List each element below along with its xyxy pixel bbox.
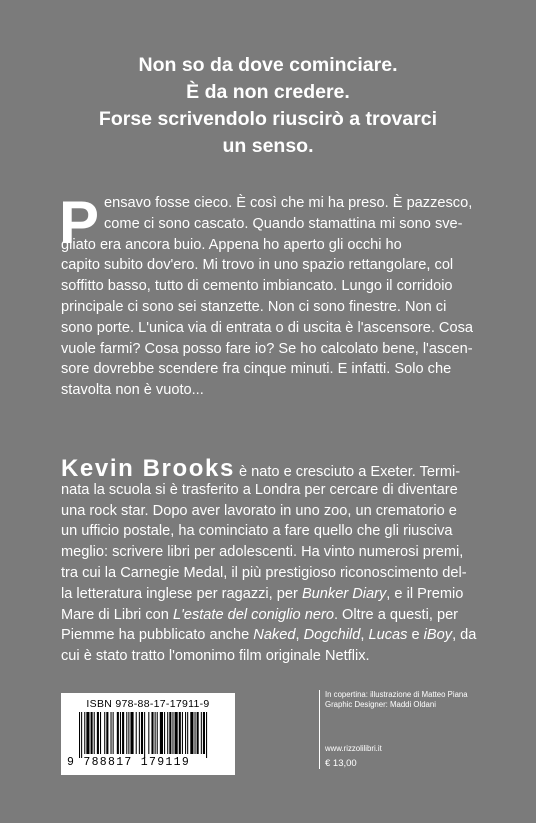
barcode-bar xyxy=(175,712,178,754)
barcode-bar xyxy=(187,712,188,754)
barcode-bar xyxy=(185,712,186,754)
bio-line xyxy=(61,625,481,646)
synopsis-line: stavolta non è vuoto... xyxy=(61,382,204,399)
bio-line: una rock star. Dopo aver lavorato in uno zoo, un crematorio e xyxy=(61,502,457,519)
publisher-website: www.rizzolilibri.it xyxy=(325,744,382,753)
barcode-bar xyxy=(106,712,108,754)
cover-credit: In copertina: illustrazione di Matteo Piana xyxy=(325,690,468,699)
barcode-bar xyxy=(169,712,171,754)
synopsis-paragraph xyxy=(59,189,481,401)
bio-line: nata la scuola si è trasferito a Londra per cercare di diventare xyxy=(61,481,458,498)
barcode-bar xyxy=(144,712,145,758)
barcode-bar xyxy=(164,712,165,754)
barcode-bar xyxy=(84,712,85,754)
barcode-bar xyxy=(141,712,143,754)
barcode-bar xyxy=(151,712,153,754)
bio-text: , xyxy=(295,627,304,644)
barcode-bar xyxy=(139,712,140,754)
barcode-bar xyxy=(197,712,199,754)
bio-text: , e il Premio xyxy=(386,585,464,602)
quote-line: Forse scrivendolo riuscirò a trovarci xyxy=(98,108,438,130)
author-bio xyxy=(61,455,481,667)
synopsis-line: soffitto basso, tutto di cemento imbiancato. Lungo il corridoio xyxy=(61,278,453,295)
bio-text: Piemme ha pubblicato anche xyxy=(61,627,254,644)
bio-line xyxy=(61,605,481,626)
barcode-bar xyxy=(172,712,173,754)
barcode-bar xyxy=(179,712,181,754)
barcode-bar xyxy=(201,712,202,754)
synopsis-line: capito subito dov'ero. Mi trovo in uno spazio rettangolare, col xyxy=(61,257,454,274)
bio-text: Mare di Libri con xyxy=(61,606,173,623)
barcode-bar xyxy=(86,712,89,754)
quote-line: Non so da dove cominciare. xyxy=(138,54,398,76)
barcode-bar xyxy=(91,712,93,754)
book-title-iboy: iBoy xyxy=(423,627,453,644)
barcode-digits: 9 788817 179119 xyxy=(67,756,191,769)
barcode-bar xyxy=(111,712,112,754)
barcode-bar xyxy=(167,712,168,754)
barcode-bar xyxy=(128,712,129,754)
quote-line: un senso. xyxy=(222,135,314,157)
bio-text: e xyxy=(407,627,424,644)
barcode-bar xyxy=(104,712,105,754)
isbn-label: ISBN 978-88-17-17911-9 xyxy=(86,698,210,710)
bio-line: un ufficio postale, ha cominciato a fare quello che gli riusciva xyxy=(61,523,453,540)
synopsis-line: ensavo fosse cieco. È così che mi ha preso. È pazzesco, xyxy=(104,195,473,211)
barcode-bar xyxy=(126,712,127,754)
barcode-bar xyxy=(157,712,158,754)
book-title-dogchild: Dogchild xyxy=(303,627,361,644)
synopsis-line: sono porte. L'unica via di entrata o di uscita è l'ascensore. Cosa xyxy=(61,319,474,336)
barcode-bars xyxy=(79,712,229,758)
synopsis-line: come ci sono cascato. Quando stamattina mi sono sve- xyxy=(104,215,463,232)
bio-text: è nato e cresciuto a Exeter. Termi- xyxy=(234,464,461,480)
isbn-barcode xyxy=(61,693,235,775)
barcode-bar xyxy=(117,712,119,754)
barcode-bar xyxy=(122,712,124,754)
barcode-bar xyxy=(120,712,121,754)
barcode-bar xyxy=(190,712,193,754)
barcode-bar xyxy=(97,712,99,754)
book-title-lucas: Lucas xyxy=(368,627,408,644)
bio-text: , xyxy=(360,627,369,644)
barcode-bar xyxy=(94,712,95,754)
bio-text: , da xyxy=(452,627,477,644)
quote-line: È da non credere. xyxy=(186,81,350,103)
bio-line: meglio: scrivere libri per adolescenti. Ha vinto numerosi premi, xyxy=(61,544,464,561)
drop-cap: P xyxy=(59,189,100,256)
barcode-bar xyxy=(113,712,114,754)
barcode-bar xyxy=(155,712,156,754)
synopsis-line: principale ci sono sei stanzette. Non ci sono finestre. Non ci xyxy=(61,298,447,315)
barcode-bar xyxy=(182,712,183,754)
barcode-bar xyxy=(195,712,196,754)
barcode-bar xyxy=(79,712,80,758)
bio-text: la letteratura inglese per ragazzi, per xyxy=(61,585,302,602)
price: € 13,00 xyxy=(325,758,357,769)
barcode-bar xyxy=(206,712,207,758)
barcode-bar xyxy=(136,712,137,754)
designer-credit: Graphic Designer: Maddi Oldani xyxy=(325,700,436,709)
barcode-bar xyxy=(100,712,101,754)
barcode-bar xyxy=(148,712,149,754)
book-title-bunker-diary: Bunker Diary xyxy=(301,585,387,602)
bio-line xyxy=(61,455,481,482)
book-title-coniglio: L'estate del coniglio nero xyxy=(172,606,334,623)
bio-text: . Oltre a questi, per xyxy=(333,606,459,623)
barcode-bar xyxy=(81,712,82,758)
barcode-bar xyxy=(160,712,163,754)
synopsis-line: vuole farmi? Cosa posso fare io? Se ho calcolato bene, l'ascen- xyxy=(61,340,473,357)
back-cover-quote xyxy=(0,52,536,160)
bio-line xyxy=(61,584,481,605)
barcode-bar xyxy=(130,712,133,754)
publisher-credits xyxy=(319,690,485,769)
barcode-bar xyxy=(203,712,205,754)
author-name: Kevin Brooks xyxy=(61,455,235,482)
synopsis-line: sore dovrebbe scendere fra cinque minuti. E infatti. Solo che xyxy=(61,361,452,378)
book-title-naked: Naked xyxy=(253,627,296,644)
synopsis-line: gliato era ancora buio. Appena ho aperto gli occhi ho xyxy=(61,236,402,253)
bio-line: tra cui la Carnegie Medal, il più prestigioso riconoscimento del- xyxy=(61,564,467,581)
bio-line: cui è stato tratto l'omonimo film originale Netflix. xyxy=(61,648,370,665)
